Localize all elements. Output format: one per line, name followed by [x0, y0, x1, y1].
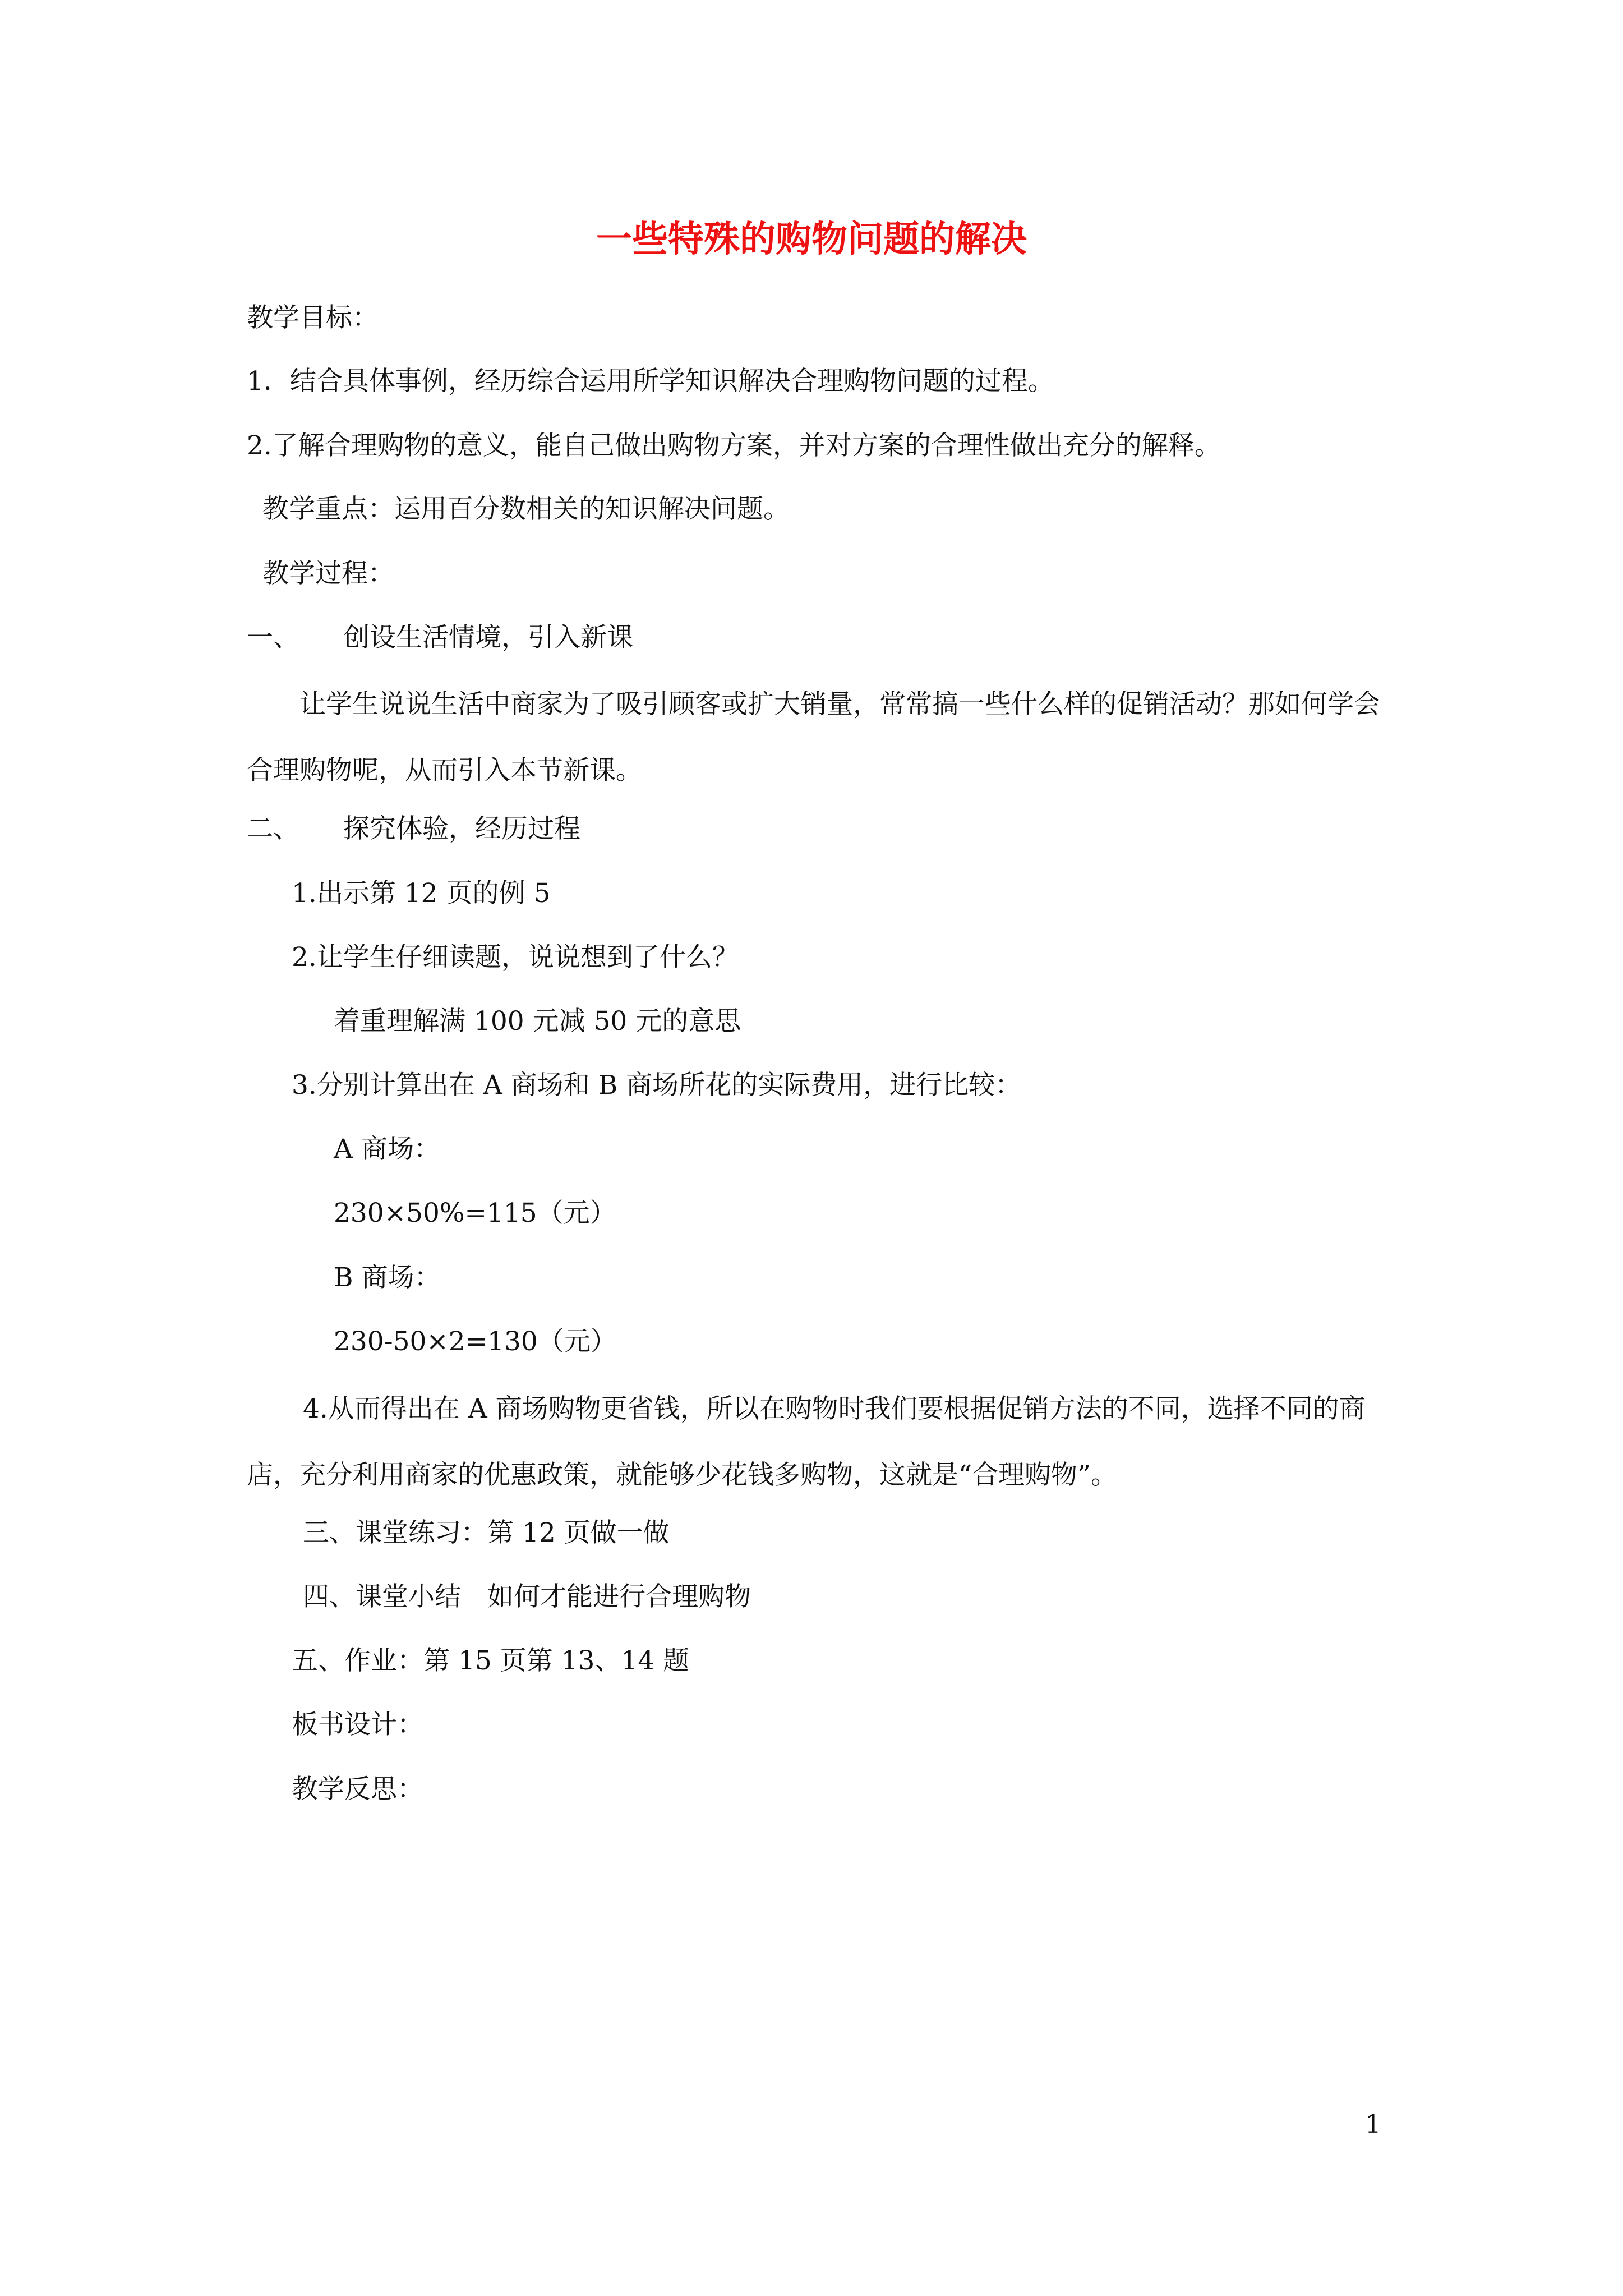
section-1-heading: 创设生活情境，引入新课 — [343, 622, 633, 653]
section-2-step-3: 3.分别计算出在 A 商场和 B 商场所花的实际费用，进行比较： — [292, 1070, 1022, 1101]
section-5: 五、作业：第 15 页第 13、14 题 — [292, 1645, 690, 1676]
section-4: 四、课堂小结 如何才能进行合理购物 — [303, 1581, 751, 1612]
section-1-number: 一、 — [247, 622, 299, 653]
section-2-step-2: 2.让学生仔细读题，说说想到了什么？ — [292, 942, 739, 973]
section-2-step-1: 1.出示第 12 页的例 5 — [292, 878, 551, 909]
section-2-number: 二、 — [247, 813, 299, 844]
objectives-heading: 教学目标： — [247, 302, 379, 333]
key-point: 教学重点：运用百分数相关的知识解决问题。 — [262, 494, 790, 524]
objective-item-1: 1．结合具体事例，经历综合运用所学知识解决合理购物问题的过程。 — [247, 366, 1054, 397]
section-1-paragraph: 让学生说说生活中商家为了吸引顾客或扩大销量，常常搞一些什么样的促销活动？那如何学会合理购物呢，从而引入本节新课。 — [247, 689, 1380, 786]
page-number: 1 — [1365, 2109, 1381, 2139]
section-2-step-2-note: 着重理解满 100 元减 50 元的意思 — [334, 1006, 741, 1037]
section-2-step-4: 4.从而得出在 A 商场购物更省钱，所以在购物时我们要根据促销方法的不同，选择不同的商店，充分利用商家的优惠政策，就能够少花钱多购物，这就是“合理购物”。 — [247, 1393, 1366, 1490]
section-3: 三、课堂练习：第 12 页做一做 — [303, 1517, 670, 1548]
objective-item-2: 2.了解合理购物的意义，能自己做出购物方案，并对方案的合理性做出充分的解释。 — [247, 430, 1221, 461]
store-a-label: A 商场： — [334, 1134, 440, 1165]
board-design-label: 板书设计： — [292, 1709, 423, 1740]
store-b-label: B 商场： — [334, 1262, 441, 1293]
process-heading: 教学过程： — [262, 558, 394, 589]
reflection-label: 教学反思： — [292, 1774, 423, 1805]
store-a-calculation: 230×50%=115（元） — [334, 1198, 616, 1228]
store-b-calculation: 230-50×2=130（元） — [334, 1326, 617, 1357]
document-title: 一些特殊的购物问题的解决 — [596, 218, 1027, 260]
section-2-heading: 探究体验，经历过程 — [343, 813, 580, 844]
